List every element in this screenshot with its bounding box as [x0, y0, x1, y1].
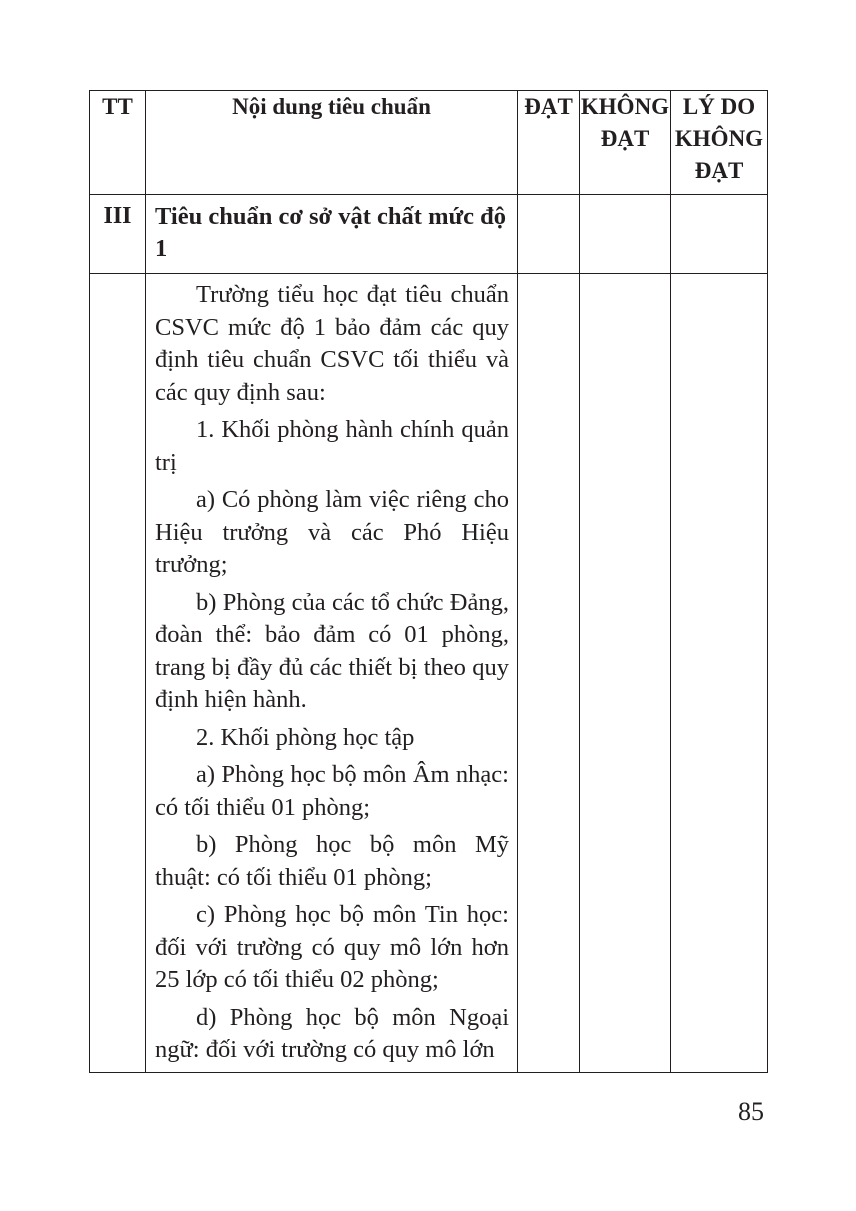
section-row	[90, 195, 768, 274]
paragraph: b) Phòng của các tổ chức Đảng, đoàn thể: bảo đảm có 01 phòng, trang bị đầy đủ các thiết bị theo quy định hiện hành.	[155, 588, 509, 713]
header-dat: ĐẠT	[518, 91, 580, 195]
paragraph: Trường tiểu học đạt tiêu chuẩn CSVC mức độ 1 bảo đảm các quy định tiêu chuẩn CSVC tối thiểu và các quy định sau:	[155, 281, 509, 406]
paragraph: a) Có phòng làm việc riêng cho Hiệu trưởng và các Phó Hiệu trưởng;	[155, 486, 509, 578]
dat-cell	[518, 195, 580, 274]
section-number: III	[90, 195, 146, 274]
header-ly-do-line: LÝ DO	[682, 94, 756, 119]
header-ly-do-line: ĐẠT	[694, 158, 744, 183]
content-row	[90, 274, 768, 1073]
paragraph: c) Phòng học bộ môn Tin học: đối với trường có quy mô lớn hơn 25 lớp có tối thiểu 02 phòng;	[155, 901, 509, 993]
paragraph: a) Phòng học bộ môn Âm nhạc: có tối thiểu 01 phòng;	[155, 761, 509, 821]
ly-do-cell	[671, 195, 768, 274]
header-khong-dat	[580, 91, 671, 195]
section-title: Tiêu chuẩn cơ sở vật chất mức độ 1	[146, 195, 518, 274]
khong-dat-cell	[580, 195, 671, 274]
header-ly-do	[671, 91, 768, 195]
content-cell	[146, 274, 518, 1073]
paragraph: b) Phòng học bộ môn Mỹ thuật: có tối thiểu 01 phòng;	[155, 831, 509, 891]
tt-cell	[90, 274, 146, 1073]
header-tt: TT	[90, 91, 146, 195]
ly-do-cell	[671, 274, 768, 1073]
header-ly-do-line: KHÔNG	[674, 126, 764, 151]
table-header-row	[90, 91, 768, 195]
standards-table	[89, 90, 768, 1073]
page-number: 85	[738, 1097, 764, 1126]
dat-cell	[518, 274, 580, 1073]
paragraph: 2. Khối phòng học tập	[196, 723, 415, 751]
paragraph: 1. Khối phòng hành chính quản trị	[155, 416, 509, 476]
paragraph: d) Phòng học bộ môn Ngoại ngữ: đối với trường có quy mô lớn	[155, 1003, 509, 1063]
header-content: Nội dung tiêu chuẩn	[146, 91, 518, 195]
khong-dat-cell	[580, 274, 671, 1073]
header-khong-dat-line: ĐẠT	[600, 126, 650, 151]
header-khong-dat-line: KHÔNG	[580, 94, 670, 119]
